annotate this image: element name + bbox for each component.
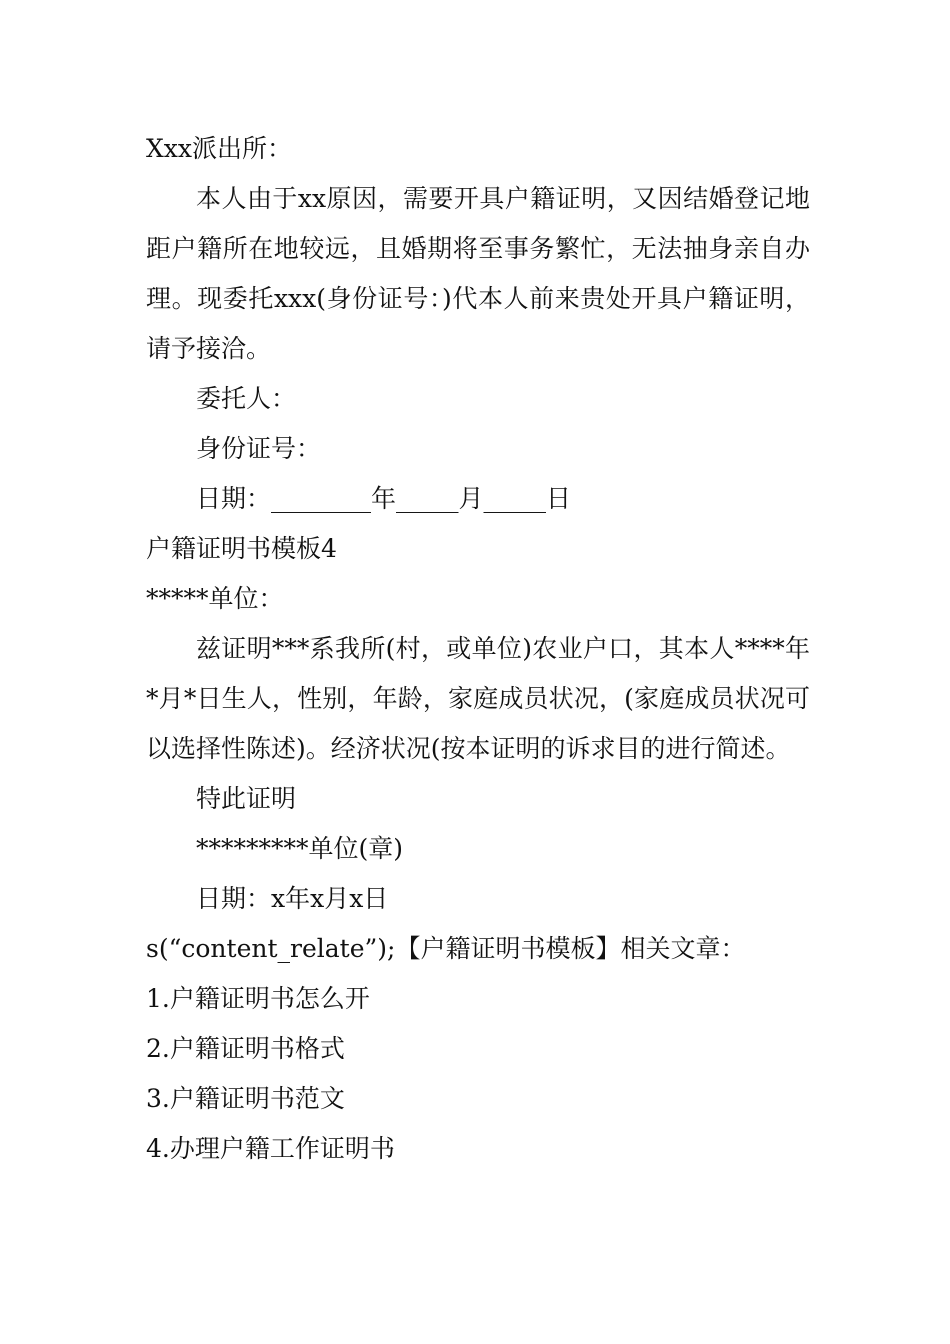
template-seal: *********单位(章) bbox=[196, 834, 404, 863]
id-number-field: 身份证号： bbox=[196, 434, 322, 463]
related-link-1[interactable]: 1.户籍证明书怎么开 bbox=[146, 984, 370, 1013]
letter-salutation: Xxx派出所： bbox=[146, 134, 292, 163]
document-page bbox=[146, 124, 810, 1174]
principal-field: 委托人： bbox=[196, 384, 297, 413]
letter-date-field: 日期：________年_____月_____日 bbox=[196, 484, 572, 513]
related-intro: s(“content_relate”);【户籍证明书模板】相关文章： bbox=[146, 934, 746, 963]
template-body: 兹证明***系我所(村，或单位)农业户口，其本人****年*月*日生人，性别，年龄，家庭成员状况，(家庭成员状况可以选择性陈述)。经济状况(按本证明的诉求目的进行简述。 bbox=[146, 634, 810, 763]
related-link-3[interactable]: 3.户籍证明书范文 bbox=[146, 1084, 345, 1113]
template-date: 日期：x年x月x日 bbox=[196, 884, 389, 913]
letter-body: 本人由于xx原因，需要开具户籍证明，又因结婚登记地距户籍所在地较远，且婚期将至事务繁忙，无法抽身亲自办理。现委托xxx(身份证号：)代本人前来贵处开具户籍证明，请予接洽。 bbox=[146, 184, 810, 363]
related-link-2[interactable]: 2.户籍证明书格式 bbox=[146, 1034, 345, 1063]
template-closing: 特此证明 bbox=[196, 784, 297, 813]
template-salutation: *****单位： bbox=[146, 584, 284, 613]
related-link-4[interactable]: 4.办理户籍工作证明书 bbox=[146, 1134, 395, 1163]
template-heading: 户籍证明书模板4 bbox=[146, 534, 337, 563]
